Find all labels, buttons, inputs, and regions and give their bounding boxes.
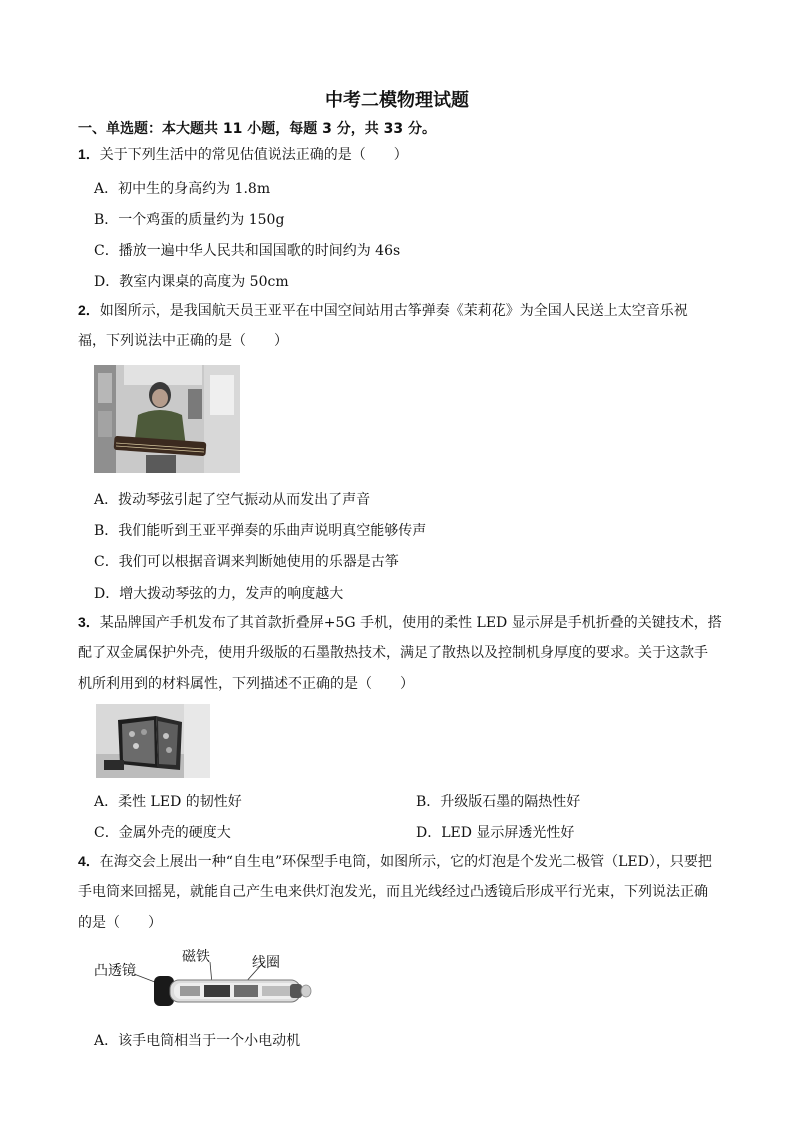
flashlight-figure	[94, 946, 324, 1010]
question-3-stem-line3: 机所利用到的材料属性，下列描述不正确的是（ ）	[78, 676, 414, 692]
q2-option-d: D．增大拨动琴弦的力，发声的响度越大	[94, 586, 344, 602]
q1-option-d: D．教室内课桌的高度为 50cm	[94, 274, 289, 290]
question-text: 关于下列生活中的常见估值说法正确的是（ ）	[99, 147, 408, 163]
question-3-stem-line2: 配了双金属保护外壳，使用升级版的石墨散热技术，满足了散热以及控制机身厚度的要求。关于这款手	[78, 645, 708, 661]
page-title: 中考二模物理试题	[325, 90, 469, 111]
q1-option-a: A．初中生的身高约为 1.8m	[94, 181, 271, 197]
q3-option-c: C．金属外壳的硬度大	[94, 825, 231, 841]
coil-label: 线圈	[252, 955, 280, 971]
q4-option-a: A．该手电筒相当于一个小电动机	[94, 1033, 301, 1049]
q1-option-b: B．一个鸡蛋的质量约为 150g	[94, 212, 285, 228]
q3-option-b: B．升级版石墨的隔热性好	[416, 794, 581, 810]
question-4-stem-line1	[78, 846, 712, 878]
question-2-stem-line2: 福，下列说法中正确的是（ ）	[78, 333, 288, 349]
question-text: 某品牌国产手机发布了其首款折叠屏+5G 手机，使用的柔性 LED 显示屏是手机折叠的关键技术，搭	[99, 615, 722, 631]
magnet-label: 磁铁	[182, 949, 210, 965]
q2-option-a: A．拨动琴弦引起了空气振动从而发出了声音	[94, 492, 371, 508]
question-number: 3．	[78, 614, 100, 630]
question-number: 1．	[78, 146, 100, 162]
q3-option-a: A．柔性 LED 的韧性好	[94, 794, 242, 810]
question-text: 在海交会上展出一种“自生电”环保型手电筒，如图所示，它的灯泡是个发光二极管（LED），只要把	[99, 854, 712, 870]
question-4-stem-line3: 的是（ ）	[78, 915, 162, 931]
question-2-stem-line1	[78, 295, 688, 327]
q1-option-c: C．播放一遍中华人民共和国国歌的时间约为 46s	[94, 243, 401, 259]
question-text: 如图所示，是我国航天员王亚平在中国空间站用古筝弹奏《茉莉花》为全国人民送上太空音乐祝	[99, 303, 688, 319]
section-heading: 一、单选题：本大题共 11 小题，每题 3 分，共 33 分。	[78, 121, 436, 137]
lens-label: 凸透镜	[94, 963, 136, 979]
question-4-stem-line2: 手电筒来回摇晃，就能自己产生电来供灯泡发光，而且光线经过凸透镜后形成平行光束，下列说法正确	[78, 884, 708, 900]
q3-option-d: D．LED 显示屏透光性好	[416, 825, 575, 841]
question-number: 2．	[78, 302, 100, 318]
q2-option-b: B．我们能听到王亚平弹奏的乐曲声说明真空能够传声	[94, 523, 427, 539]
astronaut-guzheng-photo	[94, 365, 240, 473]
q2-option-c: C．我们可以根据音调来判断她使用的乐器是古筝	[94, 554, 399, 570]
question-3-stem-line1	[78, 607, 722, 639]
folding-phone-photo	[96, 704, 210, 778]
question-number: 4．	[78, 853, 100, 869]
question-1-stem	[78, 139, 408, 171]
